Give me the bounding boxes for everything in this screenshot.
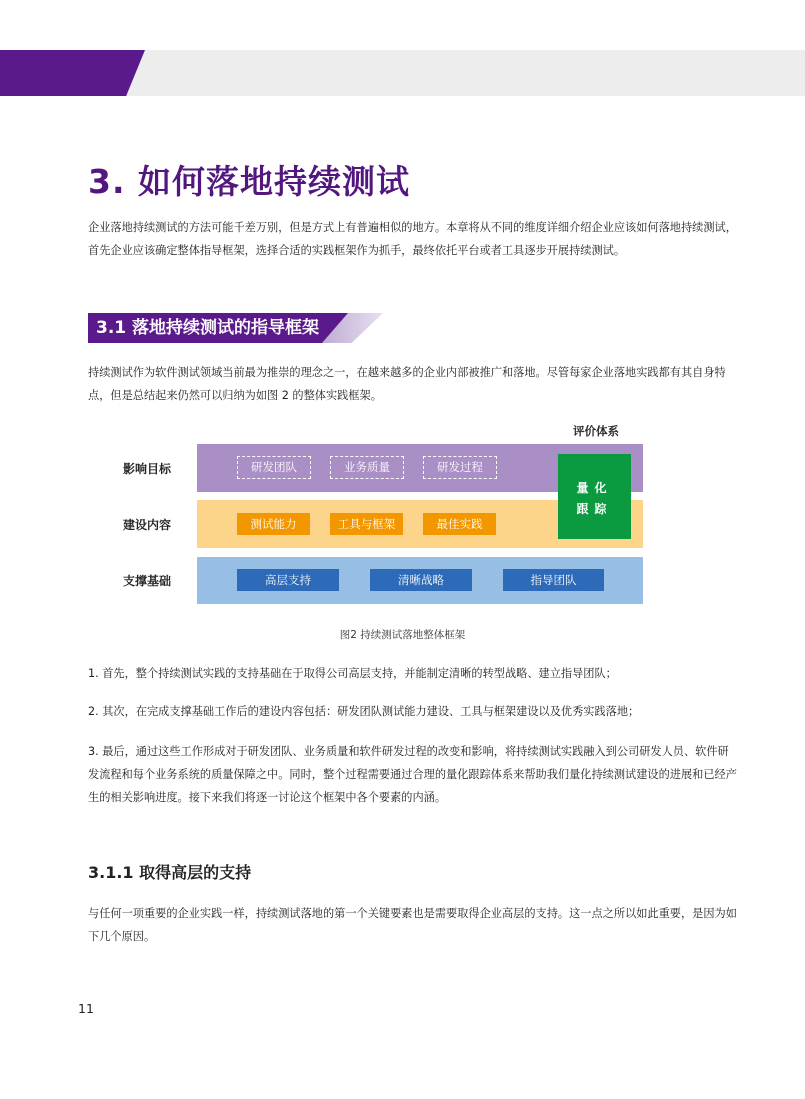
quantitative-tracking-box <box>558 454 631 539</box>
impact-item: 研发过程 <box>423 456 497 479</box>
build-item: 工具与框架 <box>330 513 403 535</box>
subsection-title: 3.1.1 取得高层的支持 <box>88 863 252 882</box>
foundation-item: 高层支持 <box>237 569 339 591</box>
impact-item: 研发团队 <box>237 456 311 479</box>
foundation-item: 清晰战略 <box>370 569 472 591</box>
build-item: 测试能力 <box>237 513 310 535</box>
section-title: 3.1 落地持续测试的指导框架 <box>96 318 320 338</box>
figure-caption: 图2 持续测试落地整体框架 <box>339 629 466 641</box>
build-item: 最佳实践 <box>423 513 496 535</box>
row-label-foundation: 支撑基础 <box>123 574 172 588</box>
eval-box-line: 跟踪 <box>576 502 613 516</box>
foundation-item: 指导团队 <box>503 569 604 591</box>
row-label-build: 建设内容 <box>123 518 172 532</box>
point-1: 1. 首先，整个持续测试实践的支持基础在于取得公司高层支持，并能制定清晰的转型战略、建立指导团队； <box>88 667 617 680</box>
eval-system-title: 评价体系 <box>573 424 619 438</box>
impact-item: 业务质量 <box>330 456 404 479</box>
page-number: 11 <box>78 1001 94 1016</box>
section-heading <box>88 313 383 343</box>
section-paragraph: 持续测试作为软件测试领域当前最为推崇的理念之一，在越来越多的企业内部被推广和落地。尽管每家企业落地实践都有其自身特点，但是总结起来仍然可以归纳为如图 2 的整体实践框架。 <box>88 366 726 402</box>
row-label-impact: 影响目标 <box>123 462 172 476</box>
header-accent <box>0 50 145 96</box>
subsection-paragraph: 与任何一项重要的企业实践一样，持续测试落地的第一个关键要素也是需要取得企业高层的支持。这一点之所以如此重要，是因为如下几个原因。 <box>88 907 737 943</box>
point-2: 2. 其次，在完成支撑基础工作后的建设内容包括：研发团队测试能力建设、工具与框架建设以及优秀实践落地； <box>88 705 640 718</box>
point-3: 3. 最后，通过这些工作形成对于研发团队、业务质量和软件研发过程的改变和影响，将持续测试实践融入到公司研发人员、软件研发流程和每个业务系统的质量保障之中。同时，整个过程需要通过合理的量化跟踪体系来帮助我们量化持续测试建设的进展和已经产生的相关影响进度。接下来我们将逐一讨论这个框架中各个要素的内涵。 <box>88 745 737 804</box>
intro-paragraph: 企业落地持续测试的方法可能千差万别，但是方式上有普遍相似的地方。本章将从不同的维度详细介绍企业应该如何落地持续测试，首先企业应该确定整体指导框架，选择合适的实践框架作为抓手，最终依托平台或者工具逐步开展持续测试。 <box>88 221 737 257</box>
eval-box-line: 量化 <box>576 481 613 495</box>
chapter-title: 3. 如何落地持续测试 <box>88 162 410 201</box>
